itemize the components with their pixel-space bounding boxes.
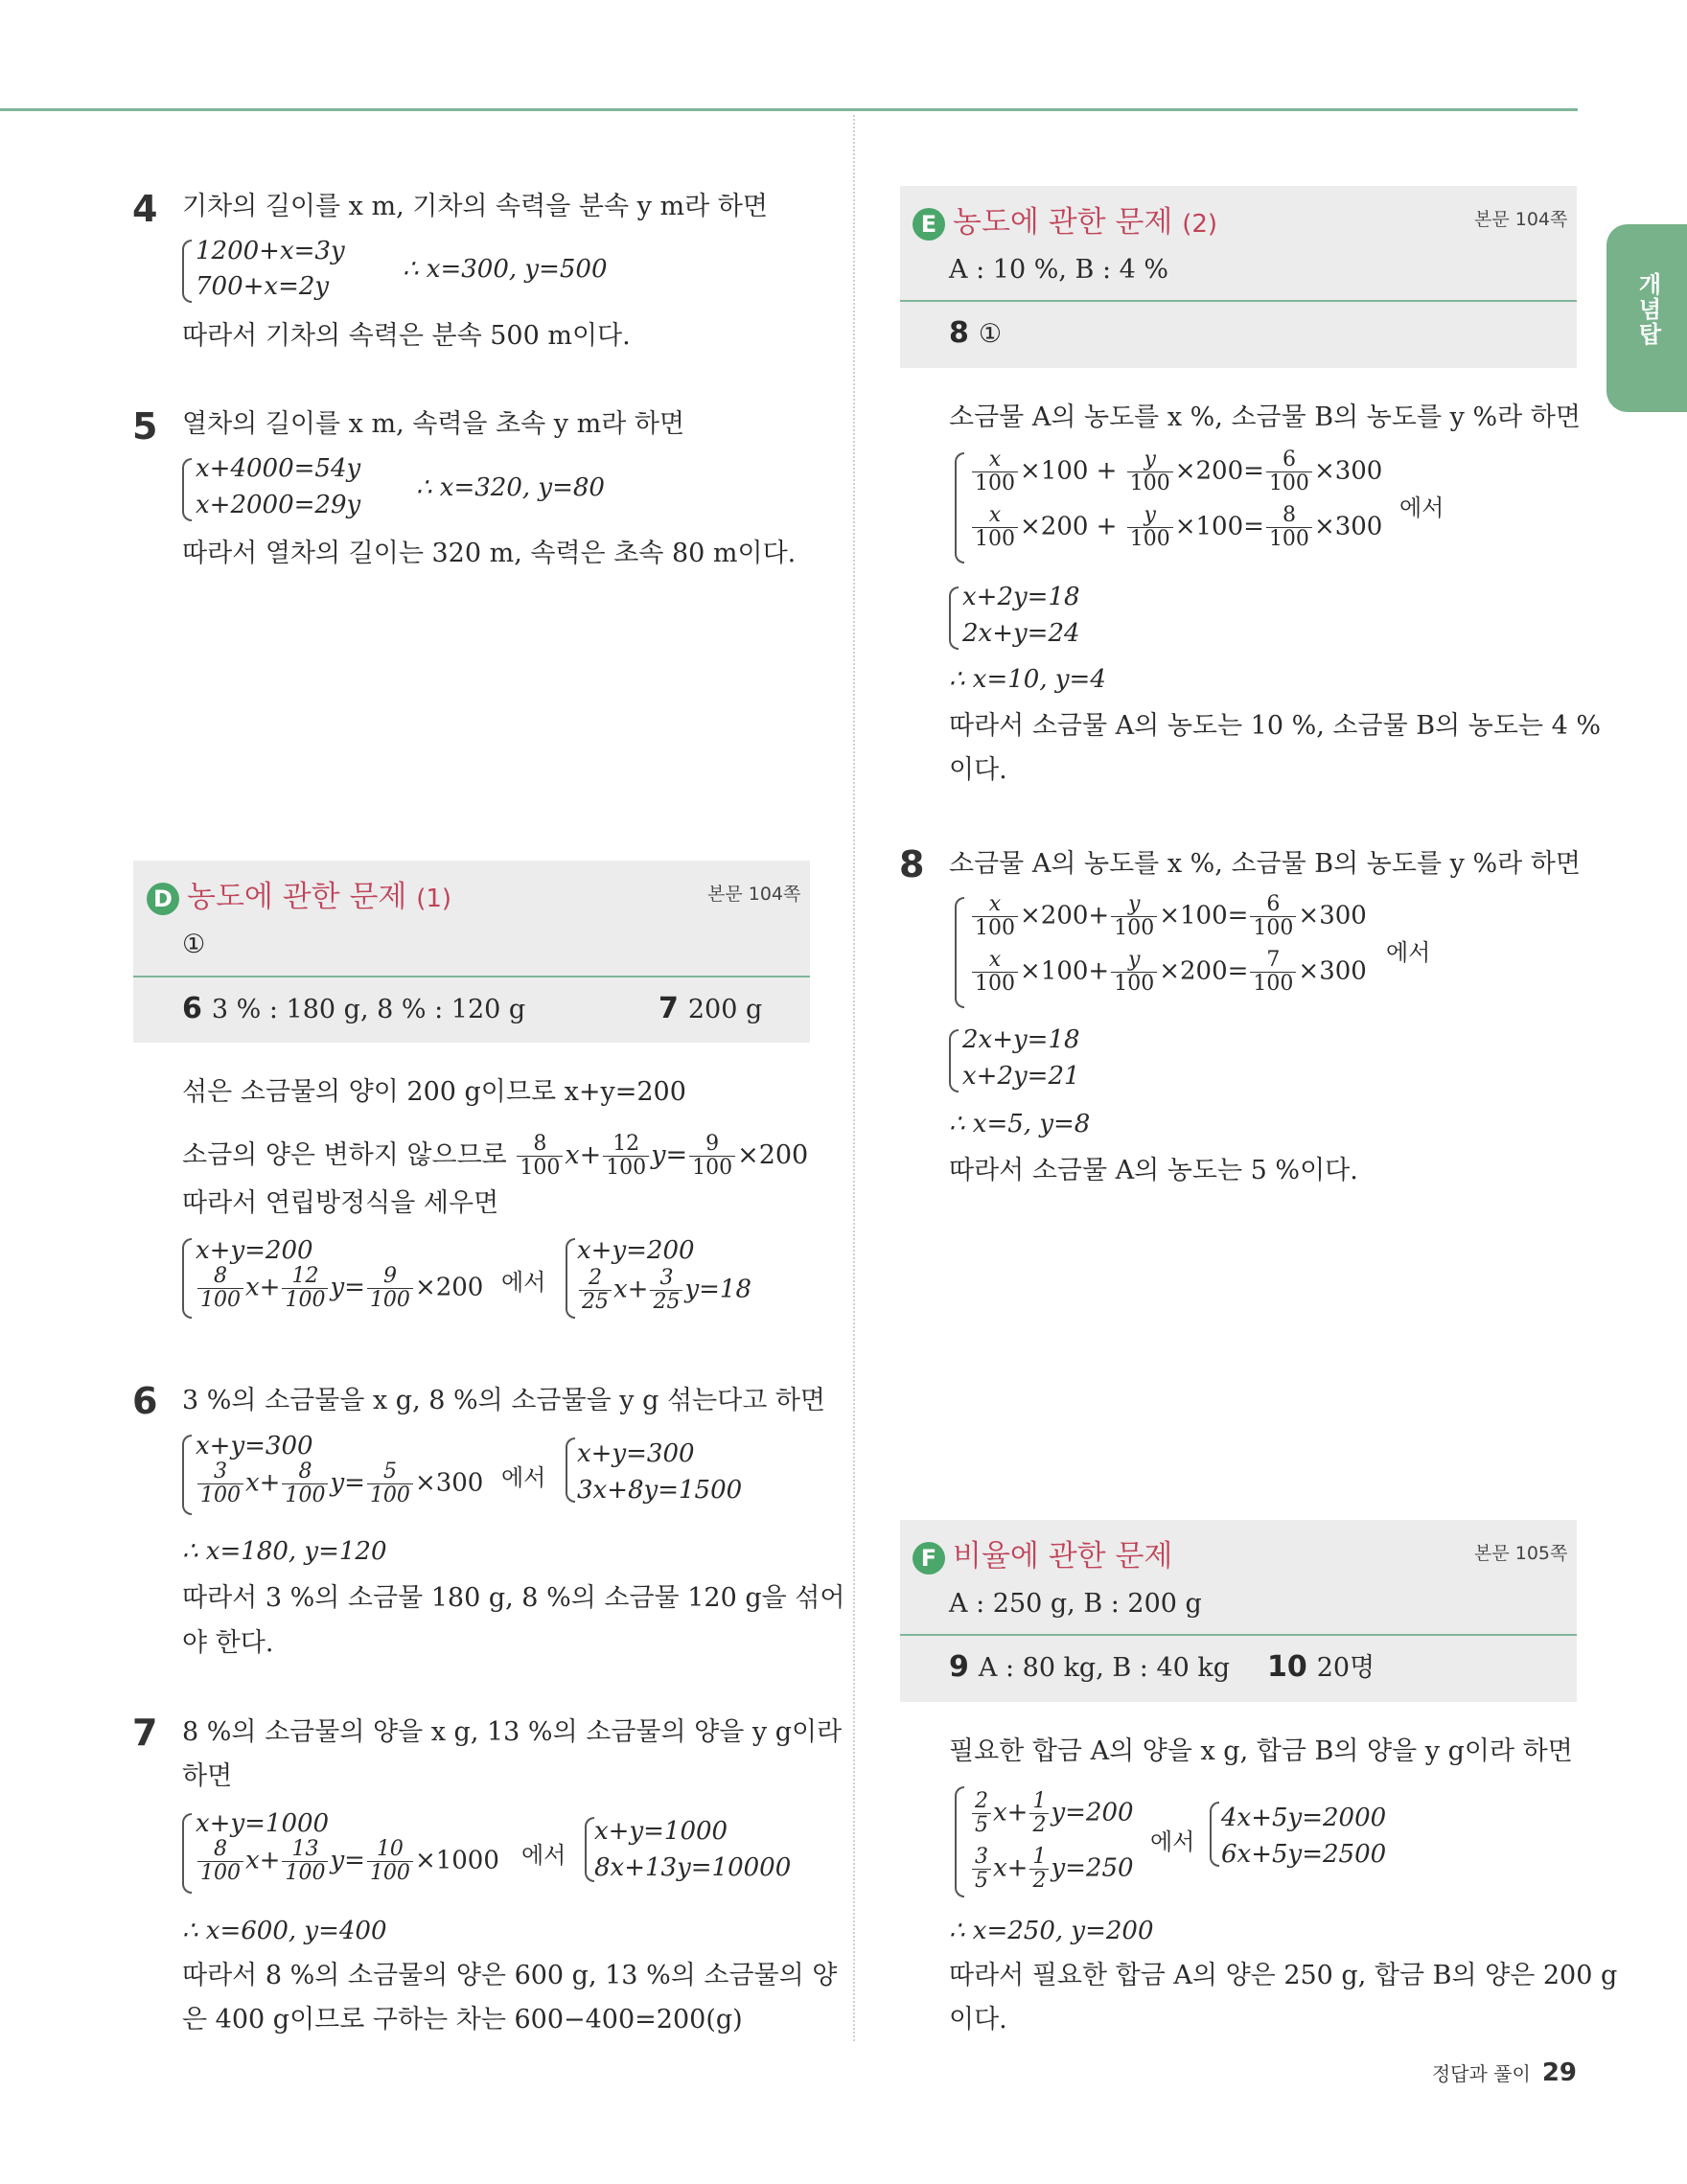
- box-title: [913, 197, 1217, 241]
- side-tab-label: 개념탑: [1634, 272, 1661, 347]
- problem-number: 8: [899, 843, 925, 885]
- equation: 4x+5y=2000: [1221, 1804, 1387, 1832]
- page-number: 29: [1541, 2058, 1577, 2087]
- result: ∴ x=320, y=80: [416, 473, 605, 502]
- problem-text: 소금물 A의 농도를 x %, 소금물 B의 농도를 y %라 하면: [949, 849, 1581, 879]
- answer-number: 9: [949, 1650, 969, 1684]
- equation: $\frac{2}{25}$ x+ $\frac{3}{25}$ y=18: [577, 1267, 751, 1314]
- problem-text: 소금물 A의 농도를 x %, 소금물 B의 농도를 y %라 하면: [949, 402, 1581, 432]
- equation: x+y=1000: [594, 1817, 728, 1846]
- equation-brace: [1210, 1802, 1219, 1867]
- page-reference: 본문 105쪽: [1474, 1543, 1568, 1564]
- answer-text: 3 % : 180 g, 8 % : 120 g: [211, 995, 526, 1024]
- answer-text: ①: [978, 319, 1003, 349]
- equation: $\frac{3}{5}$ x+ $\frac{1}{2}$ y=250: [970, 1846, 1134, 1893]
- equation: $\frac{3}{100}$ x+ $\frac{8}{100}$ y= $\frac{5}{100}$ ×300: [196, 1460, 483, 1507]
- equation: x+2y=21: [962, 1062, 1080, 1091]
- problem-text: 하면: [182, 1761, 233, 1791]
- side-tab[interactable]: [1606, 224, 1687, 412]
- box-divider: [900, 300, 1577, 302]
- box-divider: [900, 1634, 1577, 1636]
- conclusion: 따라서 8 %의 소금물의 양은 600 g, 13 %의 소금물의 양: [182, 1961, 838, 1990]
- explanation-line: 따라서 연립방정식을 세우면: [182, 1188, 499, 1218]
- section-badge: E: [913, 208, 945, 241]
- equation: x+2y=18: [962, 583, 1080, 611]
- box-title-num: (2): [1182, 210, 1218, 239]
- equation: 2x+y=18: [962, 1025, 1080, 1054]
- equation-brace: [182, 1238, 192, 1319]
- equation-brace: [182, 1435, 192, 1515]
- explanation-line: 소금의 양은 변하지 않으므로 $\frac{8}{100}$ x+ $\frac{12}{100}$ y= $\frac{9}{100}$ ×200: [182, 1132, 809, 1180]
- answer-number: 7: [659, 992, 679, 1025]
- box-title-text: 농도에 관한 문제: [187, 880, 407, 914]
- page-reference: 본문 104쪽: [1474, 209, 1568, 230]
- box-answer: A : 10 %, B : 4 %: [949, 255, 1169, 285]
- problem-text: 3 %의 소금물을 x g, 8 %의 소금물을 y g 섞는다고 하면: [182, 1386, 826, 1415]
- equation-brace: [566, 1437, 575, 1503]
- equation-brace: [949, 1029, 959, 1092]
- answer-number: 8: [949, 316, 969, 350]
- equation: $\frac{x}{100}$ ×100 + $\frac{y}{100}$ ×200= $\frac{6}{100}$ ×300: [970, 448, 1382, 495]
- result: ∴ x=250, y=200: [949, 1917, 1154, 1945]
- conclusion: 따라서 필요한 합금 A의 양은 250 g, 합금 B의 양은 200 g: [949, 1961, 1618, 1990]
- equation: x+y=200: [577, 1236, 695, 1265]
- equation: $\frac{2}{5}$ x+ $\frac{1}{2}$ y=200: [970, 1790, 1134, 1837]
- fraction: $\frac{9}{100}$: [689, 1133, 735, 1180]
- eseo-label: 에서: [1150, 1828, 1195, 1855]
- result: ∴ x=180, y=120: [182, 1537, 387, 1566]
- page-reference: 본문 104쪽: [707, 884, 801, 905]
- conclusion: 따라서 소금물 A의 농도는 10 %, 소금물 B의 농도는 4 %: [949, 711, 1601, 741]
- fraction: $\frac{8}{100}$: [517, 1133, 563, 1180]
- fraction: $\frac{12}{100}$: [603, 1133, 649, 1180]
- problem-number: 6: [132, 1380, 158, 1422]
- page-footer: [1432, 2058, 1577, 2087]
- column-divider: [853, 115, 855, 2041]
- explanation-line: 섞은 소금물의 양이 200 g이므로 x+y=200: [182, 1077, 686, 1107]
- equation-brace: [182, 240, 192, 303]
- answer-6: [182, 992, 525, 1027]
- result: ∴ x=600, y=400: [182, 1917, 387, 1945]
- section-badge: D: [147, 883, 179, 915]
- problem-text: 열차의 길이를 x m, 속력을 초속 y m라 하면: [182, 409, 685, 439]
- equation-brace: [566, 1238, 575, 1319]
- top-rule: [0, 108, 1578, 111]
- answer-text: 20명: [1316, 1653, 1375, 1683]
- answer-number: 6: [182, 992, 202, 1025]
- eseo-label: 에서: [521, 1842, 566, 1869]
- problem-text: 8 %의 소금물의 양을 x g, 13 %의 소금물의 양을 y g이라: [182, 1717, 843, 1747]
- answer-8: [949, 316, 1002, 352]
- footer-label: 정답과 풀이: [1431, 2062, 1531, 2085]
- eseo-label: 에서: [1399, 494, 1444, 521]
- equation-brace: [955, 897, 964, 1008]
- equation-brace: [182, 458, 192, 521]
- conclusion: 은 400 g이므로 구하는 차는 600−400=200(g): [182, 2005, 743, 2035]
- section-badge: F: [913, 1542, 945, 1575]
- answer-text: 200 g: [687, 995, 763, 1024]
- equation: 8x+13y=10000: [594, 1853, 792, 1882]
- equation: $\frac{x}{100}$ ×200+ $\frac{y}{100}$ ×100= $\frac{6}{100}$ ×300: [970, 893, 1367, 940]
- problem-text: 기차의 길이를 x m, 기차의 속력을 분속 y m라 하면: [182, 192, 768, 221]
- equation: 1200+x=3y: [196, 237, 345, 265]
- equation: x+2000=29y: [196, 491, 361, 519]
- box-title-num: (1): [416, 885, 452, 913]
- eseo-label: 에서: [501, 1464, 546, 1491]
- problem-text: 필요한 합금 A의 양을 x g, 합금 B의 양을 y g이라 하면: [949, 1736, 1573, 1766]
- problem-number: 4: [132, 188, 158, 230]
- conclusion: 이다.: [949, 755, 1007, 785]
- eseo-label: 에서: [501, 1269, 546, 1296]
- answer-text: A : 80 kg, B : 40 kg: [978, 1653, 1231, 1683]
- equation: x+y=300: [196, 1432, 313, 1460]
- result: ∴ x=300, y=500: [403, 255, 608, 284]
- answer-10: [1267, 1650, 1375, 1686]
- equation: x+y=1000: [196, 1809, 330, 1838]
- equation: 700+x=2y: [196, 272, 330, 301]
- equation-brace: [949, 586, 959, 650]
- box-title: [147, 872, 451, 915]
- conclusion: 따라서 열차의 길이는 320 m, 속력은 초속 80 m이다.: [182, 539, 797, 568]
- equation-brace: [585, 1817, 594, 1882]
- equation: 6x+5y=2500: [1221, 1840, 1387, 1869]
- equation-tail: ×200: [414, 1273, 484, 1302]
- equation: $\frac{x}{100}$ ×100+ $\frac{y}{100}$ ×200= $\frac{7}{100}$ ×300: [970, 949, 1367, 996]
- conclusion: 따라서 기차의 속력은 분속 500 m이다.: [182, 321, 631, 351]
- equation-tail: y=18: [684, 1275, 752, 1304]
- answer-7: [659, 992, 762, 1027]
- box-title-text: 농도에 관한 문제: [953, 205, 1173, 240]
- result: ∴ x=5, y=8: [949, 1110, 1091, 1138]
- box-answer: A : 250 g, B : 200 g: [949, 1589, 1202, 1619]
- box-title-text: 비율에 관한 문제: [953, 1539, 1173, 1574]
- equation: x+4000=54y: [196, 454, 361, 483]
- equation: $\frac{8}{100}$ x+ $\frac{12}{100}$ y= $\frac{9}{100}$ ×200: [196, 1265, 483, 1312]
- equation-brace: [182, 1813, 192, 1894]
- conclusion: 따라서 소금물 A의 농도는 5 %이다.: [949, 1156, 1358, 1185]
- problem-number: 5: [132, 405, 158, 448]
- equation: $\frac{8}{100}$ x+ $\frac{13}{100}$ y= $\frac{10}{100}$ ×1000: [196, 1838, 499, 1885]
- explanation-text: 소금의 양은 변하지 않으므로: [182, 1140, 507, 1170]
- equation: x+y=300: [577, 1439, 695, 1468]
- answer-9: [949, 1650, 1230, 1686]
- eseo-label: 에서: [1386, 939, 1431, 966]
- equation: $\frac{x}{100}$ ×200 + $\frac{y}{100}$ ×100= $\frac{8}{100}$ ×300: [970, 504, 1382, 551]
- result: ∴ x=10, y=4: [949, 665, 1106, 694]
- conclusion: 이다.: [949, 2005, 1007, 2035]
- equation-brace: [955, 452, 964, 563]
- box-title: [913, 1531, 1172, 1575]
- equation: x+y=200: [196, 1236, 313, 1265]
- equation: 2x+y=24: [962, 619, 1080, 648]
- equation-brace: [955, 1786, 964, 1897]
- equation: 3x+8y=1500: [577, 1476, 743, 1505]
- box-divider: [133, 976, 810, 977]
- conclusion: 야 한다.: [182, 1628, 274, 1658]
- box-answer: ①: [182, 930, 206, 959]
- answer-number: 10: [1267, 1650, 1307, 1684]
- conclusion: 따라서 3 %의 소금물 180 g, 8 %의 소금물 120 g을 섞어: [182, 1583, 845, 1613]
- problem-number: 7: [132, 1712, 158, 1754]
